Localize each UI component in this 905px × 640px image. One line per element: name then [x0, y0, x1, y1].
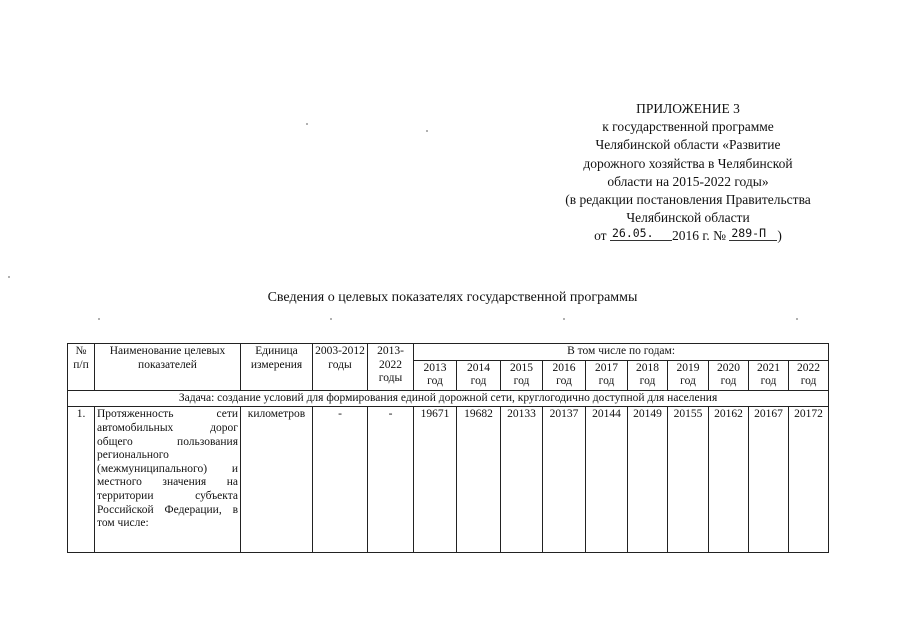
task-row — [68, 390, 829, 407]
header-year: 2022 год — [789, 360, 829, 390]
header-unit: Единица измерения — [241, 344, 313, 391]
row-period-2013-2022: - — [368, 407, 414, 553]
row-value-2014: 19682 — [457, 407, 501, 553]
annex-line: дорожного хозяйства в Челябинской — [583, 155, 793, 171]
row-value-2017: 20144 — [586, 407, 628, 553]
row-value-2020: 20162 — [709, 407, 749, 553]
row-value-2022: 20172 — [789, 407, 829, 553]
row-period-2003-2012: - — [313, 407, 368, 553]
scan-speck — [98, 318, 100, 320]
header-year: 2019 год — [668, 360, 709, 390]
scan-speck — [330, 318, 332, 320]
header-period-2013-2022: 2013-2022 годы — [368, 344, 414, 391]
annex-line: Челябинской области «Развитие — [595, 137, 781, 153]
row-value-2018: 20149 — [628, 407, 668, 553]
handwritten-date: 26.05. — [610, 226, 672, 241]
close-paren: ) — [777, 228, 782, 244]
row-value-2013: 19671 — [414, 407, 457, 553]
task-text: Задача: создание условий для формирования единой дорожной сети, круглогодично доступной для населения — [68, 390, 829, 407]
scan-speck — [8, 276, 10, 278]
row-indicator-name: Протяженность сети автомобильных дорог общего пользования регионального (межмуниципального) и местного значения на территории субъекта Российской Федерации, в том числе: — [95, 407, 241, 553]
table-header-row — [68, 344, 829, 361]
header-num: № п/п — [68, 344, 95, 391]
scan-speck — [306, 123, 308, 125]
annex-line: к государственной программе — [602, 119, 774, 135]
scan-speck — [426, 130, 428, 132]
indicators-table — [67, 343, 829, 553]
header-year: 2015 год — [501, 360, 543, 390]
document-heading: Сведения о целевых показателях государственной программы — [267, 290, 638, 305]
row-value-2019: 20155 — [668, 407, 709, 553]
annex-date-line — [528, 227, 848, 245]
annex-line: Челябинской области — [626, 210, 750, 226]
table-row — [68, 407, 829, 553]
annex-line: (в редакции постановления Правительства — [565, 192, 811, 208]
annex-line: области на 2015-2022 годы» — [607, 173, 769, 189]
from-prefix: от — [594, 228, 607, 244]
header-period-2003-2012: 2003-2012 годы — [313, 344, 368, 391]
row-value-2015: 20133 — [501, 407, 543, 553]
header-year: 2017 год — [586, 360, 628, 390]
annex-title: ПРИЛОЖЕНИЕ 3 — [636, 101, 740, 116]
header-year: 2020 год — [709, 360, 749, 390]
row-unit: километров — [241, 407, 313, 553]
header-year: 2013 год — [414, 360, 457, 390]
year-text: 2016 г. № — [671, 228, 726, 244]
header-year: 2021 год — [749, 360, 789, 390]
header-year: 2014 год — [457, 360, 501, 390]
header-year: 2016 год — [543, 360, 586, 390]
row-num: 1. — [68, 407, 95, 553]
header-name: Наименование целевых показателей — [95, 344, 241, 391]
handwritten-number: 289-П — [729, 226, 777, 241]
header-year: 2018 год — [628, 360, 668, 390]
scan-speck — [563, 318, 565, 320]
annex-header — [528, 100, 848, 246]
row-value-2016: 20137 — [543, 407, 586, 553]
header-by-years: В том числе по годам: — [414, 344, 829, 361]
row-value-2021: 20167 — [749, 407, 789, 553]
scan-speck — [796, 318, 798, 320]
